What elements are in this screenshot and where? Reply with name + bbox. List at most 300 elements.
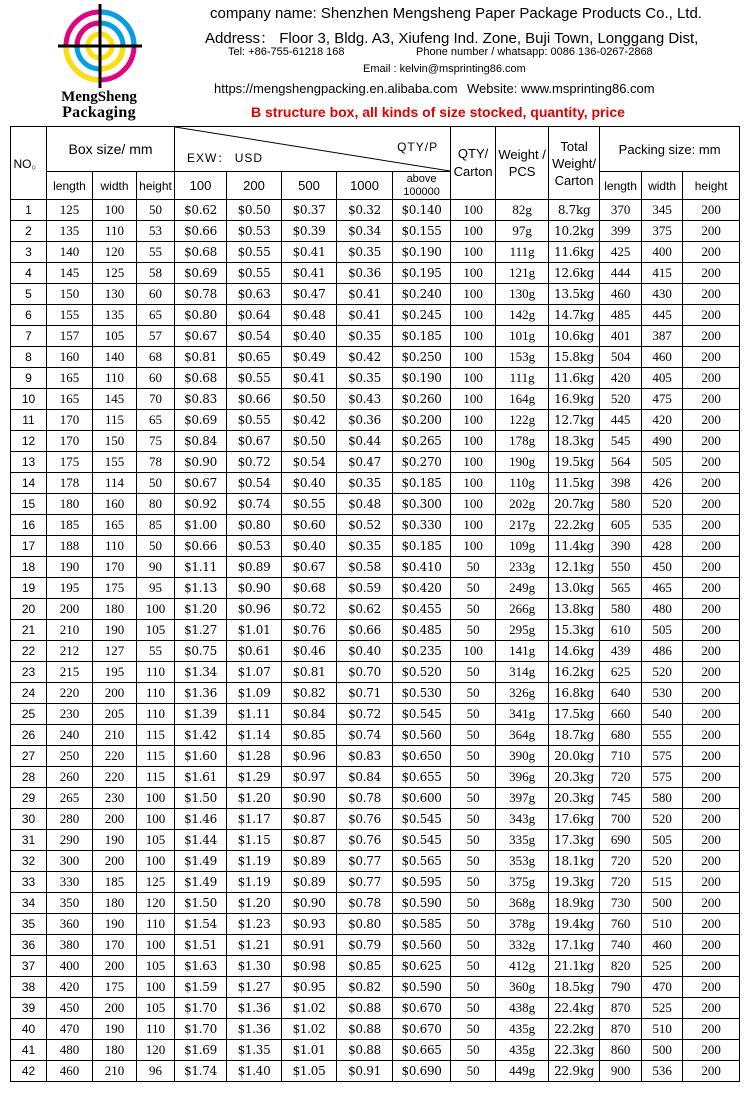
box-length: 230 (47, 704, 93, 725)
box-length: 170 (47, 431, 93, 452)
price-1000: $0.74 (337, 725, 393, 746)
price-500: $0.89 (282, 872, 337, 893)
total-weight-carton: 21.1kg (549, 956, 600, 977)
total-weight-carton: 20.7kg (549, 494, 600, 515)
packing-length: 690 (600, 830, 642, 851)
qty-per-carton: 100 (451, 494, 496, 515)
weight-per-pcs: 335g (496, 830, 549, 851)
price-200: $1.28 (227, 746, 282, 767)
weight-per-pcs: 438g (496, 998, 549, 1019)
qty-per-carton: 100 (451, 200, 496, 221)
box-length: 280 (47, 809, 93, 830)
box-width: 200 (93, 683, 137, 704)
total-weight-carton: 22.4kg (549, 998, 600, 1019)
price-100: $0.81 (175, 347, 227, 368)
qty-per-carton: 100 (451, 242, 496, 263)
qty-per-carton: 50 (451, 578, 496, 599)
total-weight-carton: 17.3kg (549, 830, 600, 851)
price-above-100000: $0.655 (393, 767, 451, 788)
weight-per-pcs: 396g (496, 767, 549, 788)
price-500: $0.95 (282, 977, 337, 998)
table-row (11, 221, 740, 242)
row-no: 16 (11, 515, 47, 536)
row-no: 11 (11, 410, 47, 431)
price-100: $1.42 (175, 725, 227, 746)
box-height: 100 (137, 851, 175, 872)
row-no: 34 (11, 893, 47, 914)
weight-per-pcs: 111g (496, 368, 549, 389)
price-above-100000: $0.545 (393, 704, 451, 725)
table-row (11, 1061, 740, 1082)
packing-height: 200 (683, 1040, 740, 1061)
packing-length: 425 (600, 242, 642, 263)
price-200: $1.11 (227, 704, 282, 725)
price-above-100000: $0.670 (393, 1019, 451, 1040)
box-width: 105 (93, 326, 137, 347)
packing-width: 525 (642, 998, 683, 1019)
box-height: 50 (137, 200, 175, 221)
box-length: 215 (47, 662, 93, 683)
packing-height: 200 (683, 620, 740, 641)
box-width: 190 (93, 1019, 137, 1040)
weight-per-pcs: 110g (496, 473, 549, 494)
qty-per-carton: 100 (451, 284, 496, 305)
weight-per-pcs: 233g (496, 557, 549, 578)
packing-width: 345 (642, 200, 683, 221)
price-1000: $0.35 (337, 368, 393, 389)
qty-per-carton: 50 (451, 1040, 496, 1061)
table-row (11, 452, 740, 473)
header-length: length (47, 172, 93, 200)
box-height: 90 (137, 557, 175, 578)
price-1000: $0.76 (337, 830, 393, 851)
table-row (11, 578, 740, 599)
total-weight-carton: 11.6kg (549, 242, 600, 263)
box-length: 200 (47, 599, 93, 620)
price-200: $1.17 (227, 809, 282, 830)
price-500: $0.60 (282, 515, 337, 536)
qty-per-carton: 50 (451, 893, 496, 914)
packing-height: 200 (683, 704, 740, 725)
table-row (11, 326, 740, 347)
price-above-100000: $0.590 (393, 893, 451, 914)
box-height: 100 (137, 809, 175, 830)
packing-length: 564 (600, 452, 642, 473)
row-no: 1 (11, 200, 47, 221)
company-name: company name: Shenzhen Mengsheng Paper Package Products Co., Ltd. (210, 5, 702, 22)
table-row (11, 935, 740, 956)
packing-height: 200 (683, 683, 740, 704)
row-no: 19 (11, 578, 47, 599)
row-no: 24 (11, 683, 47, 704)
packing-length: 760 (600, 914, 642, 935)
row-no: 40 (11, 1019, 47, 1040)
packing-width: 580 (642, 788, 683, 809)
table-row (11, 851, 740, 872)
price-200: $0.61 (227, 641, 282, 662)
price-1000: $0.77 (337, 872, 393, 893)
table-body (11, 200, 740, 1082)
price-200: $1.20 (227, 788, 282, 809)
weight-per-pcs: 111g (496, 242, 549, 263)
price-500: $0.49 (282, 347, 337, 368)
price-500: $0.42 (282, 410, 337, 431)
weight-per-pcs: 364g (496, 725, 549, 746)
price-above-100000: $0.250 (393, 347, 451, 368)
qty-per-carton: 50 (451, 683, 496, 704)
total-weight-carton: 10.6kg (549, 326, 600, 347)
weight-per-pcs: 435g (496, 1019, 549, 1040)
price-above-100000: $0.560 (393, 725, 451, 746)
total-weight-carton: 13.5kg (549, 284, 600, 305)
row-no: 15 (11, 494, 47, 515)
price-200: $0.50 (227, 200, 282, 221)
price-above-100000: $0.545 (393, 809, 451, 830)
box-length: 260 (47, 767, 93, 788)
weight-per-pcs: 101g (496, 326, 549, 347)
price-1000: $0.82 (337, 977, 393, 998)
packing-length: 520 (600, 389, 642, 410)
price-500: $0.76 (282, 620, 337, 641)
total-weight-carton: 22.9kg (549, 1061, 600, 1082)
weight-per-pcs: 217g (496, 515, 549, 536)
price-100: $0.66 (175, 536, 227, 557)
qty-per-carton: 50 (451, 851, 496, 872)
box-width: 165 (93, 515, 137, 536)
price-100: $1.20 (175, 599, 227, 620)
total-weight-carton: 14.7kg (549, 305, 600, 326)
box-height: 55 (137, 641, 175, 662)
box-width: 160 (93, 494, 137, 515)
qty-per-carton: 50 (451, 809, 496, 830)
box-width: 110 (93, 221, 137, 242)
price-200: $0.80 (227, 515, 282, 536)
price-1000: $0.41 (337, 284, 393, 305)
price-above-100000: $0.650 (393, 746, 451, 767)
box-height: 57 (137, 326, 175, 347)
price-500: $0.98 (282, 956, 337, 977)
total-weight-carton: 20.3kg (549, 767, 600, 788)
price-500: $0.90 (282, 788, 337, 809)
price-1000: $0.66 (337, 620, 393, 641)
packing-height: 200 (683, 872, 740, 893)
website-link[interactable]: Website: www.msprinting86.com (467, 81, 655, 96)
price-100: $0.83 (175, 389, 227, 410)
packing-width: 500 (642, 1040, 683, 1061)
price-500: $0.84 (282, 704, 337, 725)
brand-subtitle: Packaging (62, 104, 136, 121)
packing-length: 900 (600, 1061, 642, 1082)
packing-height: 200 (683, 221, 740, 242)
packing-height: 200 (683, 494, 740, 515)
price-100: $1.70 (175, 1019, 227, 1040)
packing-height: 200 (683, 284, 740, 305)
price-100: $0.68 (175, 242, 227, 263)
price-above-100000: $0.260 (393, 389, 451, 410)
qty-per-carton: 50 (451, 956, 496, 977)
total-weight-carton: 8.7kg (549, 200, 600, 221)
total-weight-carton: 12.1kg (549, 557, 600, 578)
box-width: 190 (93, 620, 137, 641)
price-500: $1.05 (282, 1061, 337, 1082)
price-500: $0.46 (282, 641, 337, 662)
packing-height: 200 (683, 830, 740, 851)
packing-width: 470 (642, 977, 683, 998)
qty-per-carton: 50 (451, 599, 496, 620)
packing-length: 700 (600, 809, 642, 830)
price-500: $0.85 (282, 725, 337, 746)
price-above-100000: $0.240 (393, 284, 451, 305)
price-1000: $0.59 (337, 578, 393, 599)
row-no: 39 (11, 998, 47, 1019)
box-width: 110 (93, 368, 137, 389)
price-500: $1.02 (282, 998, 337, 1019)
box-length: 220 (47, 683, 93, 704)
price-1000: $0.78 (337, 788, 393, 809)
price-100: $1.51 (175, 935, 227, 956)
price-above-100000: $0.560 (393, 935, 451, 956)
weight-per-pcs: 341g (496, 704, 549, 725)
price-100: $0.84 (175, 431, 227, 452)
price-1000: $0.80 (337, 914, 393, 935)
packing-length: 870 (600, 1019, 642, 1040)
box-height: 96 (137, 1061, 175, 1082)
packing-height: 200 (683, 788, 740, 809)
packing-length: 444 (600, 263, 642, 284)
price-200: $1.36 (227, 1019, 282, 1040)
table-row (11, 515, 740, 536)
packing-width: 486 (642, 641, 683, 662)
row-no: 26 (11, 725, 47, 746)
box-height: 100 (137, 788, 175, 809)
price-1000: $0.85 (337, 956, 393, 977)
price-100: $1.36 (175, 683, 227, 704)
box-length: 420 (47, 977, 93, 998)
price-100: $1.54 (175, 914, 227, 935)
price-500: $0.89 (282, 851, 337, 872)
weight-per-pcs: 295g (496, 620, 549, 641)
weight-per-pcs: 332g (496, 935, 549, 956)
weight-per-pcs: 164g (496, 389, 549, 410)
total-weight-carton: 17.6kg (549, 809, 600, 830)
price-above-100000: $0.140 (393, 200, 451, 221)
packing-length: 580 (600, 599, 642, 620)
packing-width: 535 (642, 515, 683, 536)
box-height: 115 (137, 746, 175, 767)
total-weight-carton: 10.2kg (549, 221, 600, 242)
price-200: $1.23 (227, 914, 282, 935)
box-width: 175 (93, 977, 137, 998)
alibaba-link[interactable]: https://mengshengpacking.en.alibaba.com (214, 81, 458, 96)
price-100: $1.11 (175, 557, 227, 578)
price-above-100000: $0.245 (393, 305, 451, 326)
packing-height: 200 (683, 662, 740, 683)
price-1000: $0.34 (337, 221, 393, 242)
table-row (11, 200, 740, 221)
table-row (11, 305, 740, 326)
box-length: 380 (47, 935, 93, 956)
total-weight-carton: 12.7kg (549, 410, 600, 431)
weight-per-pcs: 435g (496, 1040, 549, 1061)
row-no: 20 (11, 599, 47, 620)
price-1000: $0.79 (337, 935, 393, 956)
table-row (11, 473, 740, 494)
packing-length: 720 (600, 872, 642, 893)
box-width: 175 (93, 578, 137, 599)
weight-per-pcs: 412g (496, 956, 549, 977)
box-length: 185 (47, 515, 93, 536)
qty-per-carton: 50 (451, 935, 496, 956)
row-no: 14 (11, 473, 47, 494)
weight-per-pcs: 141g (496, 641, 549, 662)
price-200: $0.72 (227, 452, 282, 473)
box-height: 110 (137, 914, 175, 935)
packing-length: 820 (600, 956, 642, 977)
price-200: $0.90 (227, 578, 282, 599)
total-weight-carton: 18.9kg (549, 893, 600, 914)
price-200: $1.07 (227, 662, 282, 683)
header-packing-size: Packing size: mm (600, 127, 740, 172)
packing-height: 200 (683, 578, 740, 599)
box-length: 300 (47, 851, 93, 872)
weight-per-pcs: 397g (496, 788, 549, 809)
qty-per-carton: 50 (451, 872, 496, 893)
packing-height: 200 (683, 557, 740, 578)
weight-per-pcs: 390g (496, 746, 549, 767)
packing-length: 370 (600, 200, 642, 221)
table-row (11, 893, 740, 914)
packing-width: 375 (642, 221, 683, 242)
packing-height: 200 (683, 263, 740, 284)
packing-height: 200 (683, 410, 740, 431)
box-length: 360 (47, 914, 93, 935)
header-qty-p: QTY/P (397, 140, 439, 154)
box-height: 115 (137, 725, 175, 746)
qty-per-carton: 100 (451, 410, 496, 431)
price-100: $0.92 (175, 494, 227, 515)
box-width: 180 (93, 599, 137, 620)
price-above-100000: $0.185 (393, 326, 451, 347)
packing-length: 504 (600, 347, 642, 368)
packing-length: 565 (600, 578, 642, 599)
total-weight-carton: 18.3kg (549, 431, 600, 452)
qty-per-carton: 50 (451, 977, 496, 998)
packing-width: 540 (642, 704, 683, 725)
price-above-100000: $0.265 (393, 431, 451, 452)
price-100: $0.69 (175, 410, 227, 431)
packing-width: 460 (642, 935, 683, 956)
packing-height: 200 (683, 914, 740, 935)
packing-height: 200 (683, 977, 740, 998)
packing-width: 490 (642, 431, 683, 452)
price-100: $0.80 (175, 305, 227, 326)
packing-height: 200 (683, 389, 740, 410)
price-200: $1.19 (227, 851, 282, 872)
qty-per-carton: 50 (451, 557, 496, 578)
price-500: $0.72 (282, 599, 337, 620)
weight-per-pcs: 121g (496, 263, 549, 284)
packing-length: 860 (600, 1040, 642, 1061)
box-length: 180 (47, 494, 93, 515)
table-row (11, 914, 740, 935)
qty-per-carton: 50 (451, 830, 496, 851)
table-row (11, 1019, 740, 1040)
packing-width: 525 (642, 956, 683, 977)
price-200: $1.15 (227, 830, 282, 851)
packing-length: 610 (600, 620, 642, 641)
price-100: $1.50 (175, 893, 227, 914)
box-height: 75 (137, 431, 175, 452)
header-packing-length: length (600, 172, 642, 200)
header-packing-width: width (642, 172, 683, 200)
box-width: 130 (93, 284, 137, 305)
price-1000: $0.84 (337, 767, 393, 788)
price-1000: $0.88 (337, 1040, 393, 1061)
table-row (11, 1040, 740, 1061)
price-above-100000: $0.190 (393, 242, 451, 263)
box-length: 250 (47, 746, 93, 767)
header-qty-above: above 100000 (393, 172, 451, 200)
price-1000: $0.43 (337, 389, 393, 410)
box-height: 78 (137, 452, 175, 473)
box-length: 240 (47, 725, 93, 746)
price-500: $0.90 (282, 893, 337, 914)
packing-width: 520 (642, 494, 683, 515)
row-no: 5 (11, 284, 47, 305)
packing-length: 580 (600, 494, 642, 515)
price-100: $0.67 (175, 326, 227, 347)
packing-width: 415 (642, 263, 683, 284)
packing-width: 515 (642, 872, 683, 893)
price-1000: $0.35 (337, 242, 393, 263)
price-1000: $0.35 (337, 326, 393, 347)
packing-height: 200 (683, 200, 740, 221)
weight-per-pcs: 314g (496, 662, 549, 683)
weight-per-pcs: 360g (496, 977, 549, 998)
price-above-100000: $0.585 (393, 914, 451, 935)
weight-per-pcs: 353g (496, 851, 549, 872)
row-no: 31 (11, 830, 47, 851)
price-500: $0.91 (282, 935, 337, 956)
price-1000: $0.76 (337, 809, 393, 830)
table-row (11, 557, 740, 578)
price-100: $1.60 (175, 746, 227, 767)
packing-length: 870 (600, 998, 642, 1019)
price-100: $1.39 (175, 704, 227, 725)
price-100: $0.68 (175, 368, 227, 389)
row-no: 25 (11, 704, 47, 725)
price-200: $0.54 (227, 326, 282, 347)
table-row (11, 410, 740, 431)
qty-per-carton: 50 (451, 767, 496, 788)
price-above-100000: $0.600 (393, 788, 451, 809)
packing-width: 387 (642, 326, 683, 347)
weight-per-pcs: 266g (496, 599, 549, 620)
row-no: 3 (11, 242, 47, 263)
packing-height: 200 (683, 431, 740, 452)
price-above-100000: $0.690 (393, 1061, 451, 1082)
table-row (11, 998, 740, 1019)
packing-length: 398 (600, 473, 642, 494)
row-no: 42 (11, 1061, 47, 1082)
price-500: $0.93 (282, 914, 337, 935)
table-row (11, 956, 740, 977)
weight-per-pcs: 122g (496, 410, 549, 431)
packing-width: 510 (642, 914, 683, 935)
qty-per-carton: 100 (451, 326, 496, 347)
price-200: $1.27 (227, 977, 282, 998)
box-length: 195 (47, 578, 93, 599)
